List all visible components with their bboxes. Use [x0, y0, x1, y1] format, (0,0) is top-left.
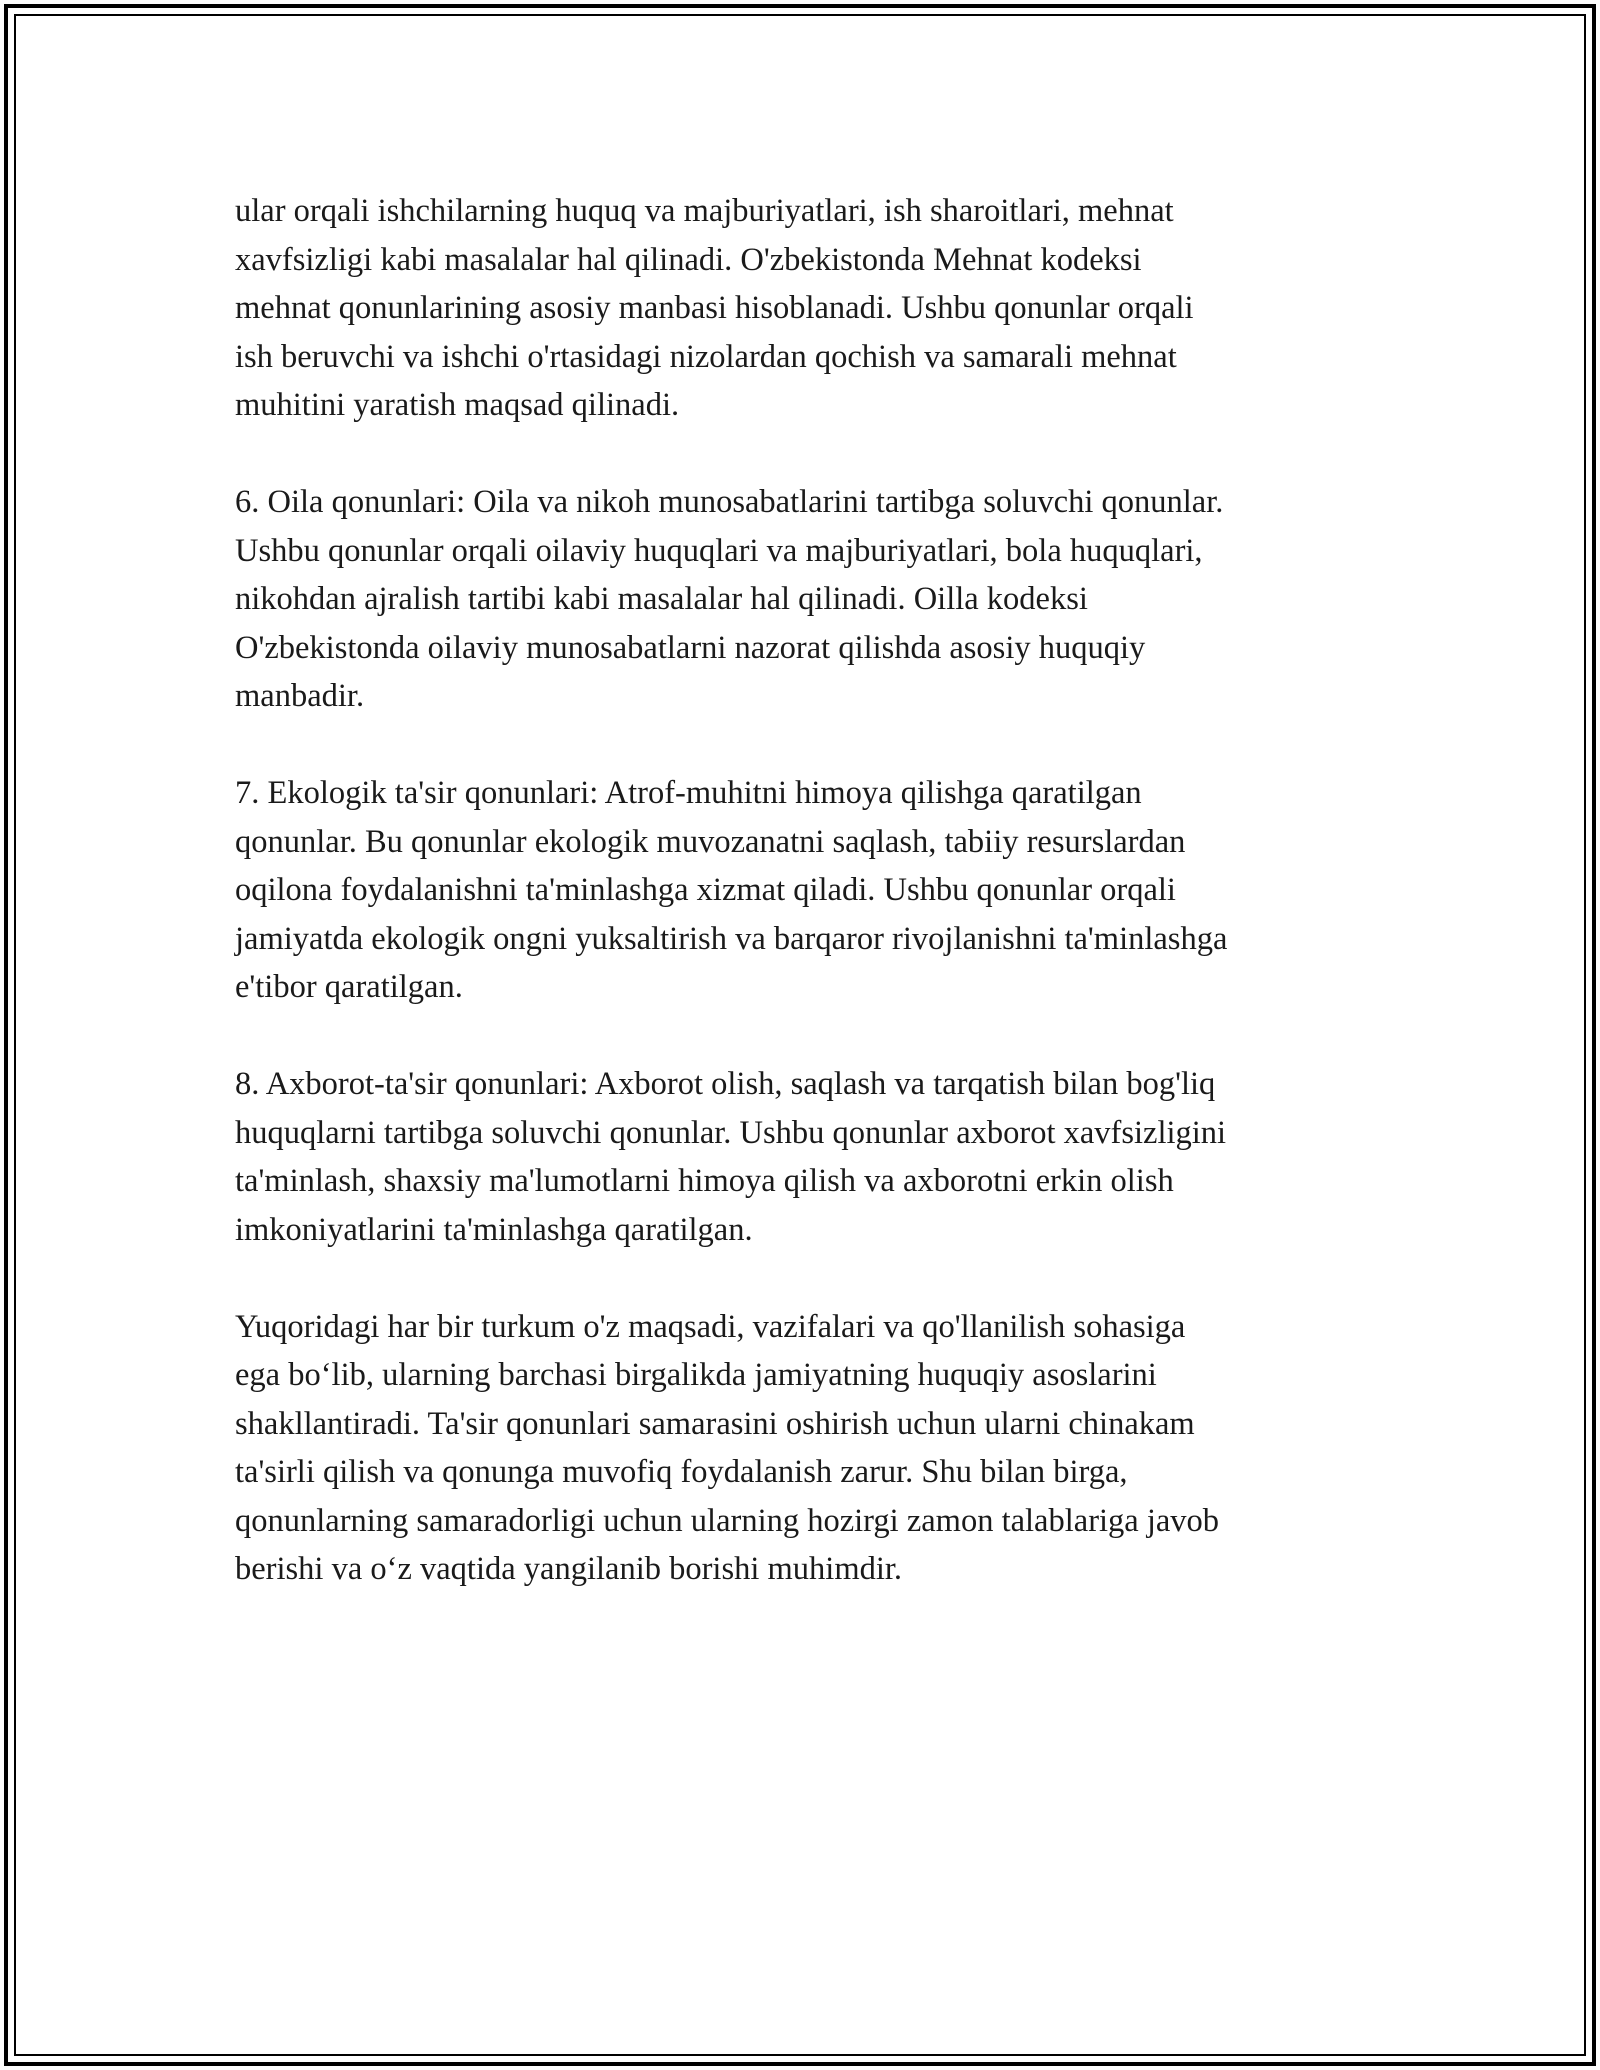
paragraph-conclusion: Yuqoridagi har bir turkum o'z maqsadi, vazifalari va qo'llanilish sohasiga ega bo‘lib, ularning barchasi birgalikda jamiyatning huquqiy asoslarini shakllantiradi. Ta'sir qonunlari samarasini oshirish uchun ularni chinakam ta'sirli qilish va qonunga muvofiq foydalanish zarur. Shu bilan birga, qonunlarning samaradorligi uchun ularning hozirgi zamon talablariga javob berishi va o‘z vaqtida yangilanib borishi muhimdir.: [235, 1308, 1220, 1587]
paragraph-labor-laws-continued: ular orqali ishchilarning huquq va majburiyatlari, ish sharoitlari, mehnat xavfsizligi kabi masalalar hal qilinadi. O'zbekistonda Mehnat kodeksi mehnat qonunlarining asosiy manbasi hisoblanadi. Ushbu qonunlar orqali ish beruvchi va ishchi o'rtasidagi nizolardan qochish va samarali mehnat muhitini yaratish maqsad qilinadi.: [235, 193, 1194, 423]
paragraph-ecological-laws: 7. Ekologik ta'sir qonunlari: Atrof-muhitni himoya qilishga qaratilgan qonunlar. Bu qonunlar ekologik muvozanatni saqlash, tabiiy resurslardan oqilona foydalanishni ta'minlashga xizmat qiladi. Ushbu qonunlar orqali jamiyatda ekologik ongni yuksaltirish va barqaror rivojlanishni ta'minlashga e'tibor qaratilgan.: [235, 775, 1228, 1005]
paragraph-information-laws: 8. Axborot-ta'sir qonunlari: Axborot olish, saqlash va tarqatish bilan bog'liq huquqlarni tartibga soluvchi qonunlar. Ushbu qonunlar axborot xavfsizligini ta'minlash, shaxsiy ma'lumotlarni himoya qilish va axborotni erkin olish imkoniyatlarini ta'minlashga qaratilgan.: [235, 1066, 1227, 1248]
paragraph-family-laws: 6. Oila qonunlari: Oila va nikoh munosabatlarini tartibga soluvchi qonunlar. Ushbu qonunlar orqali oilaviy huquqlari va majburiyatlari, bola huquqlari, nikohdan ajralish tartibi kabi masalalar hal qilinadi. Oilla kodeksi O'zbekistonda oilaviy munosabatlarni nazorat qilishda asosiy huquqiy manbadir.: [235, 484, 1224, 714]
document-body: [235, 187, 1365, 1594]
